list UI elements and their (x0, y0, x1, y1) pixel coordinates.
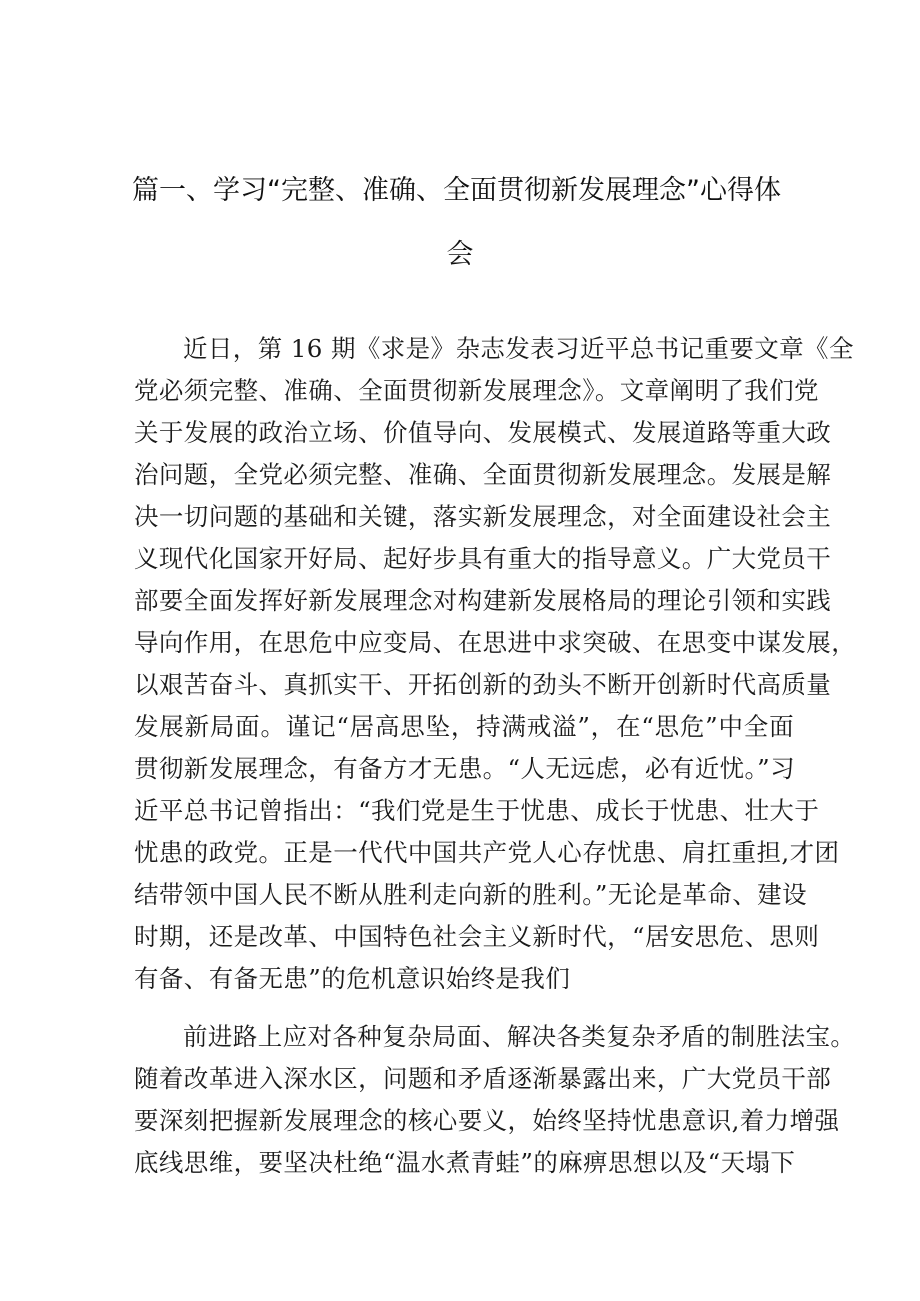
paragraph-2-line: 底线思维，要坚决杜绝“温水煮青蛙”的麻痹思想以及“天塌下 (134, 1148, 796, 1177)
paragraph-2-line: 要深刻把握新发展理念的核心要义，始终坚持忧患意识,着力增强 (134, 1106, 840, 1135)
document-title-line-2: 会 (446, 239, 474, 270)
paragraph-1-line: 有备、有备无患”的危机意识始终是我们 (134, 964, 571, 993)
paragraph-1-line: 关于发展的政治立场、价值导向、发展模式、发展道路等重大政 (134, 418, 832, 447)
paragraph-1-line: 时期，还是改革、中国特色社会主义新时代，“居安思危、思则 (134, 922, 820, 951)
paragraph-1-line: 贯彻新发展理念，有备方才无患。“人无远虑，必有近忧。”习 (134, 754, 795, 783)
paragraph-2-line: 前进路上应对各种复杂局面、解决各类复杂矛盾的制胜法宝。 (183, 1022, 856, 1051)
paragraph-1-line: 近平总书记曾指出：“我们党是生于忧患、成长于忧患、壮大于 (134, 796, 820, 825)
paragraph-1-line: 导向作用，在思危中应变局、在思进中求突破、在思变中谋发展， (134, 628, 857, 657)
paragraph-1-line: 结带领中国人民不断从胜利走向新的胜利。”无论是革命、建设 (134, 880, 807, 909)
paragraph-1-line: 部要全面发挥好新发展理念对构建新发展格局的理论引领和实践 (134, 586, 832, 615)
paragraph-1-line: 决一切问题的基础和关键，落实新发展理念，对全面建设社会主 (134, 502, 832, 531)
paragraph-1-line: 忧患的政党。正是一代代中国共产党人心存忧患、肩扛重担,才团 (134, 838, 840, 867)
paragraph-1-line: 近日，第 16 期《求是》杂志发表习近平总书记重要文章《全 (183, 334, 854, 363)
paragraph-1-line: 以艰苦奋斗、真抓实干、开拓创新的劲头不断开创新时代高质量 (134, 670, 832, 699)
document-title-line-1: 篇一、学习“完整、准确、全面贯彻新发展理念”心得体 (132, 175, 781, 206)
paragraph-2-line: 随着改革进入深水区，问题和矛盾逐渐暴露出来，广大党员干部 (134, 1064, 832, 1093)
paragraph-1-line: 发展新局面。谨记“居高思坠，持满戒溢”，在“思危”中全面 (134, 712, 794, 741)
paragraph-1-line: 治问题，全党必须完整、准确、全面贯彻新发展理念。发展是解 (134, 460, 832, 489)
paragraph-1-line: 党必须完整、准确、全面贯彻新发展理念》。文章阐明了我们党 (134, 376, 819, 405)
paragraph-1-line: 义现代化国家开好局、起好步具有重大的指导意义。广大党员干 (134, 544, 832, 573)
